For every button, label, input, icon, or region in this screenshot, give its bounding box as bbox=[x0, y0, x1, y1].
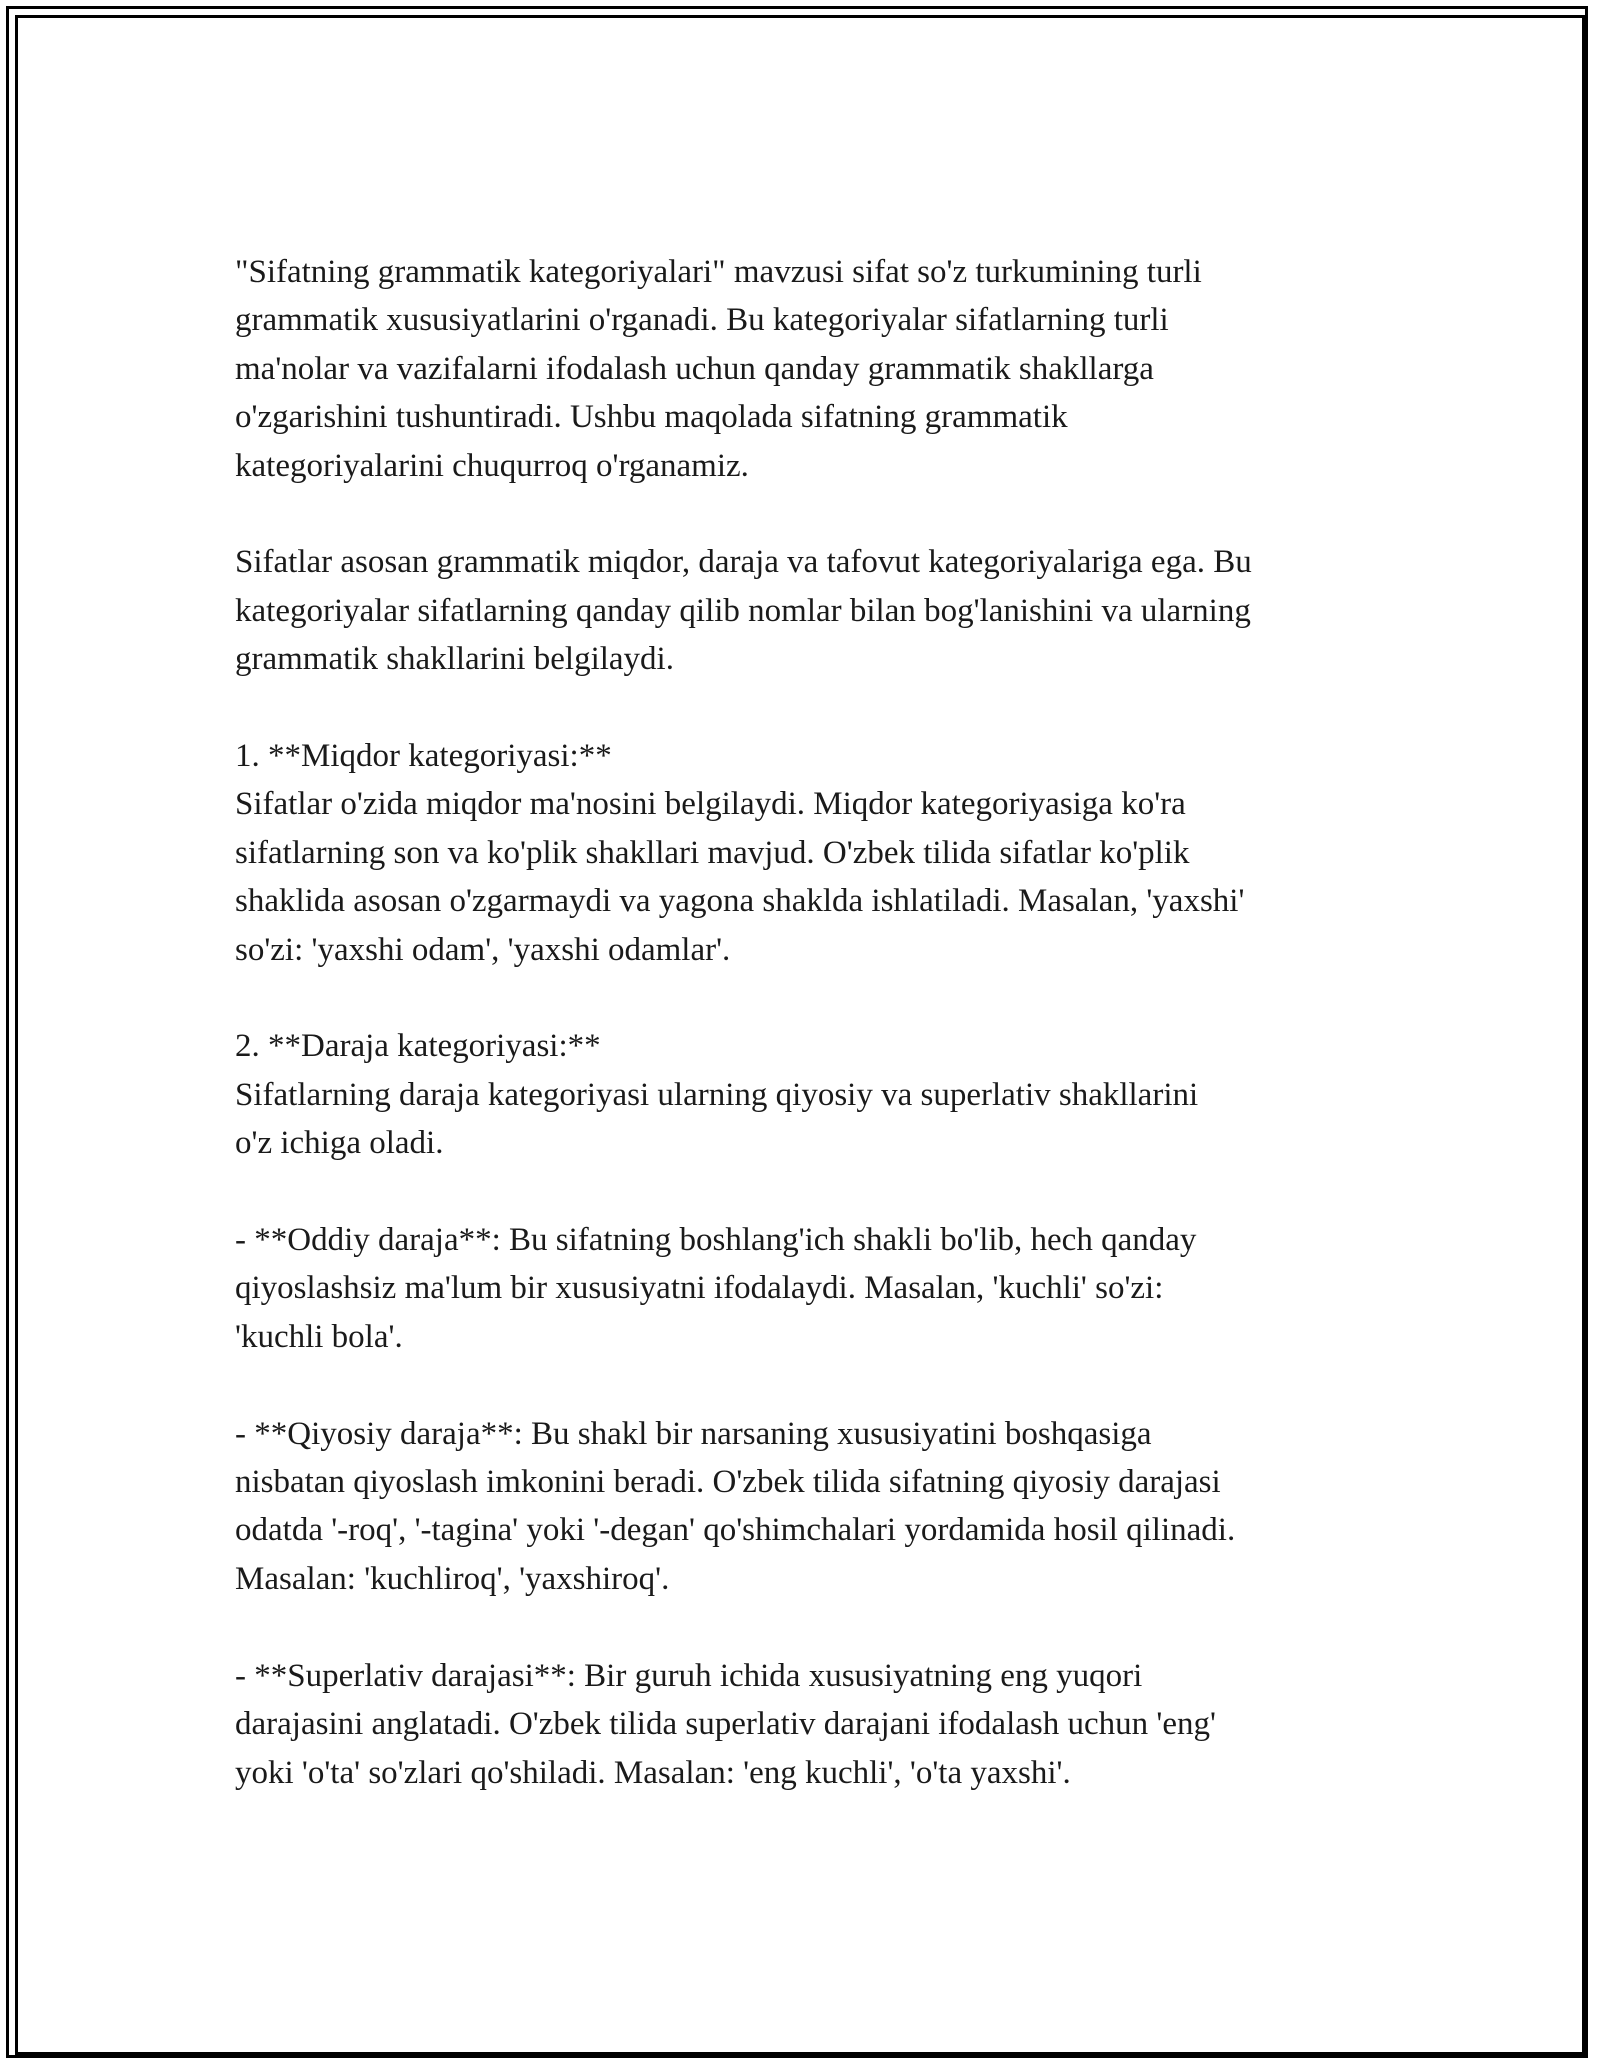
item-oddiy-daraja: - **Oddiy daraja**: Bu sifatning boshlang'ich shakli bo'lib, hech qanday qiyoslashsiz ma'lum bir xususiyatni ifodalaydi. Masalan, 'kuchli' so'zi: 'kuchli bola'. bbox=[235, 1222, 1197, 1355]
paragraph-spacer bbox=[235, 1603, 1385, 1651]
overview-paragraph: Sifatlar asosan grammatik miqdor, daraja va tafovut kategoriyalariga ega. Bu kategoriyalar sifatlarning qanday qilib nomlar bilan bog'lanishini va ularning grammatik shakllarini belgilaydi. bbox=[235, 544, 1252, 678]
section-miqdor: 1. **Miqdor kategoriyasi:** Sifatlar o'zida miqdor ma'nosini belgilaydi. Miqdor kategoriyasiga ko'ra sifatlarning son va ko'plik shakllari mavjud. O'zbek tilida sifatlar ko'plik shaklida asosan o'zgarmaydi va yagona shaklda ishlatiladi. Masalan, 'yaxshi' so'zi: 'yaxshi odam', 'yaxshi odamlar'. bbox=[235, 738, 1245, 968]
paragraph-spacer bbox=[235, 1361, 1385, 1409]
paragraph-spacer bbox=[235, 490, 1385, 538]
paragraph-spacer bbox=[235, 1168, 1385, 1216]
document-body bbox=[235, 248, 1385, 1797]
section-daraja: 2. **Daraja kategoriyasi:** Sifatlarning daraja kategoriyasi ularning qiyosiy va superlativ shakllarini o'z ichiga oladi. bbox=[235, 1028, 1199, 1162]
paragraph-spacer bbox=[235, 974, 1385, 1022]
item-qiyosiy-daraja: - **Qiyosiy daraja**: Bu shakl bir narsaning xususiyatini boshqasiga nisbatan qiyoslash imkonini beradi. O'zbek tilida sifatning qiyosiy darajasi odatda '-roq', '-tagina' yoki '-degan' qo'shimchalari yordamida hosil qilinadi. Masalan: 'kuchliroq', 'yaxshiroq'. bbox=[235, 1415, 1236, 1597]
intro-paragraph: "Sifatning grammatik kategoriyalari" mavzusi sifat so'z turkumining turli grammatik xususiyatlarini o'rganadi. Bu kategoriyalar sifatlarning turli ma'nolar va vazifalarni ifodalash uchun qanday grammatik shakllarga o'zgarishini tushuntiradi. Ushbu maqolada sifatning grammatik kategoriyalarini chuqurroq o'rganamiz. bbox=[235, 254, 1202, 484]
paragraph-spacer bbox=[235, 684, 1385, 732]
item-superlativ-darajasi: - **Superlativ darajasi**: Bir guruh ichida xususiyatning eng yuqori darajasini anglatadi. O'zbek tilida superlativ darajani ifodalash uchun 'eng' yoki 'o'ta' so'zlari qo'shiladi. Masalan: 'eng kuchli', 'o'ta yaxshi'. bbox=[235, 1657, 1216, 1791]
